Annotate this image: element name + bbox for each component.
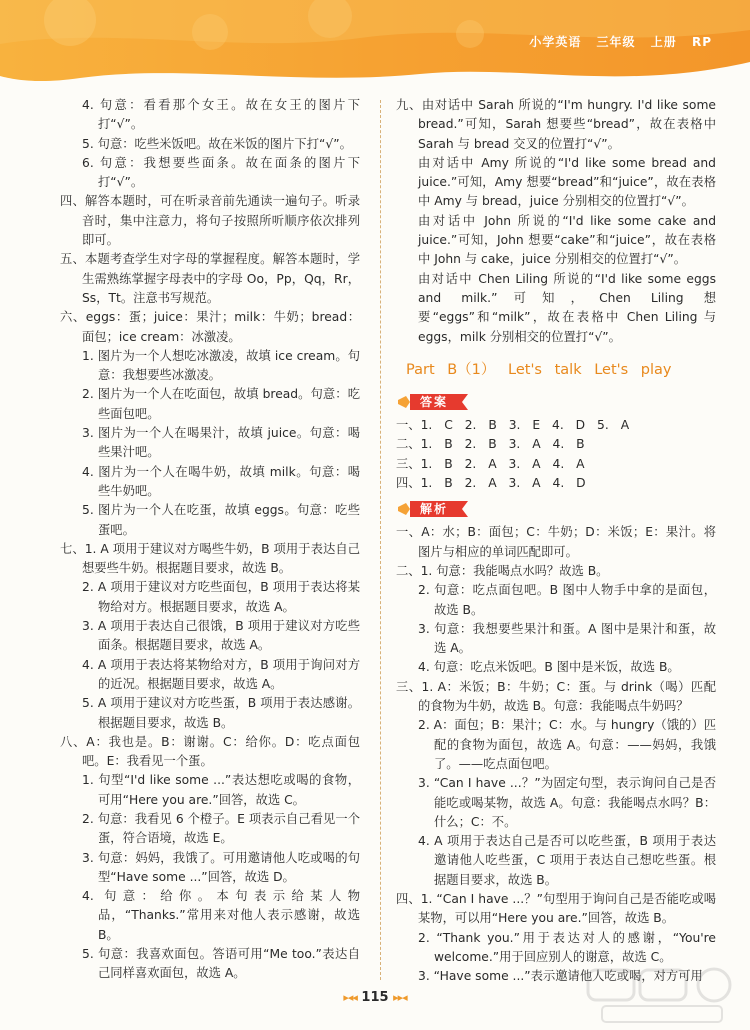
answer-tag [396,392,458,412]
left-para: 6. 句意：我想要些面条。故在面条的图片下打“√”。 [82,155,360,190]
analysis-para: 2. 句意：吃点面包吧。B 图中人物手中拿的是面包，故选 B。 [418,583,716,617]
left-para: 4. 句意：给你。本句表示给某人物品，“Thanks.”常用来对他人表示感谢，故选 B。 [82,889,360,942]
left-column [60,96,360,984]
analysis-tag [396,499,458,519]
left-arrows-icon: ▸◂◂ [343,991,357,1004]
left-para: 2. 句意：我看见 6 个橙子。E 项表示自己看见一个蛋，符合语境，故选 E。 [82,811,360,846]
analysis-para: 3. “Can I have ...？”为固定句型，表示询问自己是否能吃或喝某物，故选 A。句意：我能喝点水吗？B：什么；C：不。 [418,776,716,829]
right-para: 由对话中 John 所说的“I'd like some cake and juice.”可知，John 想要“cake”和“juice”，故在表格中 John 与 cake，juice 分别相交的位置打“√”。 [418,213,716,267]
analysis-para: 2. A：面包；B：果汁；C：水。与 hungry（饿的）匹配的食物为面包，故选 A。句意：——妈妈，我饿了。——吃点面包吧。 [418,718,716,771]
right-para: 由对话中 Amy 所说的“I'd like some bread and juice.”可知，Amy 想要“bread”和“juice”，故在表格中 Amy 与 bread，juice 分别相交的位置打“√”。 [418,155,716,209]
analysis-block [396,523,716,986]
left-para: 5. 句意：吃些米饭吧。故在米饭的图片下打“√”。 [82,136,352,151]
right-para: 由对话中 Chen Liling 所说的“I'd like some eggs and milk.”可知，Chen Liling 想要“eggs”和“milk”，故在表格中 Chen Liling 与 eggs，milk 分别相交的位置打“√”。 [418,271,716,344]
analysis-para: 2. “Thank you.”用于表达对人的感谢，“You're welcome.”用于回应别人的谢意，故选 C。 [418,930,716,964]
column-divider [380,100,381,980]
left-para: 3. 图片为一个人在喝果汁，故填 juice。句意：喝些果汁吧。 [82,426,360,460]
analysis-para: 三、1. A：米饭；B：牛奶；C：蛋。与 drink（喝）匹配的食物为牛奶，故选 B。句意：我能喝点牛奶吗？ [396,679,716,714]
left-para: 1. 句型“I'd like some ...”表达想吃或喝的食物，可用“Here you are.”回答，故选 C。 [82,773,360,807]
right-para: 九、由对话中 Sarah 所说的“I'm hungry. I'd like some bread.”可知，Sarah 想要些“bread”，故在表格中 Sarah 与 bread 交叉的位置打“√”。 [396,98,716,151]
left-para: 5. 句意：我喜欢面包。答语可用“Me too.”表达自己同样喜欢面包，故选 A。 [82,947,360,981]
page-number: 115 [361,990,389,1005]
right-top-block [396,96,716,347]
left-para: 七、1. A 项用于建议对方喝些牛奶，B 项用于表达自己想要些牛奶。根据题目要求，故选 B。 [60,541,360,576]
header-info [529,33,712,50]
left-para: 1. 图片为一个人想吃冰激凌，故填 ice cream。句意：我想要些冰激凌。 [82,348,360,383]
left-para: 2. A 项用于建议对方吃些面包，B 项用于表达将某物给对方。根据题目要求，故选 A。 [82,580,360,614]
right-arrows-icon: ▸▸◂ [393,991,407,1004]
left-para: 4. 图片为一个人在喝牛奶，故填 milk。句意：喝些牛奶吧。 [82,464,360,498]
answer-block [396,416,716,493]
left-para: 4. A 项用于表达将某物给对方，B 项用于询问对方的近况。根据题目要求，故选 A。 [82,657,360,691]
right-column [396,96,716,986]
answer-line: 一、1. C 2. B 3. E 4. D 5. A [396,418,630,433]
header-edition: RP [691,35,712,49]
left-para: 3. A 项用于表达自己很饿，B 项用于建议对方吃些面条。根据题目要求，故选 A。 [82,619,360,653]
answer-line: 二、1. B 2. B 3. A 4. B [396,437,585,452]
left-para: 六、eggs：蛋；juice：果汁；milk：牛奶；bread：面包；ice cream：冰激凌。 [60,310,360,344]
left-para: 2. 图片为一个人在吃面包，故填 bread。句意：吃些面包吧。 [82,387,360,421]
left-para: 五、本题考查学生对字母的掌握程度。解答本题时，学生需熟练掌握字母表中的字母 Oo，Pp，Qq，Rr，Ss，Tt。注意书写规范。 [60,252,360,305]
header-grade: 三年级 [596,35,636,49]
analysis-para: 一、A：水；B：面包；C：牛奶；D：米饭；E：果汁。将图片与相应的单词匹配即可。 [396,525,716,559]
analysis-para: 4. 句意：吃点米饭吧。B 图中是米饭，故选 B。 [418,660,680,675]
answer-line: 三、1. B 2. A 3. A 4. A [396,456,585,471]
watermark-logo [582,964,742,1028]
answer-tag-label: 答案 [420,395,449,410]
analysis-para: 3. “Have some ...”表示邀请他人吃或喝，对方可用 [418,969,703,984]
left-para: 3. 句意：妈妈，我饿了。可用邀请他人吃或喝的句型“Have some ...”回答，故选 D。 [82,850,360,884]
left-para: 5. 图片为一个人在吃蛋，故填 eggs。句意：吃些蛋吧。 [82,503,360,537]
header-volume: 上册 [650,35,677,49]
analysis-para: 四、1. “Can I have ...？”句型用于询问自己是否能吃或喝某物，可以用“Here you are.”回答，故选 B。 [396,891,716,926]
analysis-para: 3. 句意：我想要些果汁和蛋。A 图中是果汁和蛋，故选 A。 [418,621,716,656]
part-title: Part B（1） Let's talk Let's play [406,361,672,378]
analysis-para: 二、1. 句意：我能喝点水吗？故选 B。 [396,563,609,578]
analysis-tag-label: 解析 [420,502,449,517]
left-para: 4. 句意：看看那个女王。故在女王的图片下打“√”。 [82,98,360,132]
answer-line: 四、1. B 2. A 3. A 4. D [396,476,586,491]
left-para: 八、A：我也是。B：谢谢。C：给你。D：吃点面包吧。E：我看见一个蛋。 [60,734,360,769]
analysis-para: 4. A 项用于表达自己是否可以吃些蛋，B 项用于表达邀请他人吃些蛋，C 项用于表达自己想吃些蛋。根据题目要求，故选 B。 [418,834,716,887]
left-para: 四、解答本题时，可在听录音前先通读一遍句子。听录音时，集中注意力，将句子按照所听顺序依次排列即可。 [60,194,360,248]
header-subject: 小学英语 [529,35,582,49]
left-para: 5. A 项用于建议对方吃些蛋，B 项用于表达感谢。根据题目要求，故选 B。 [82,696,360,730]
